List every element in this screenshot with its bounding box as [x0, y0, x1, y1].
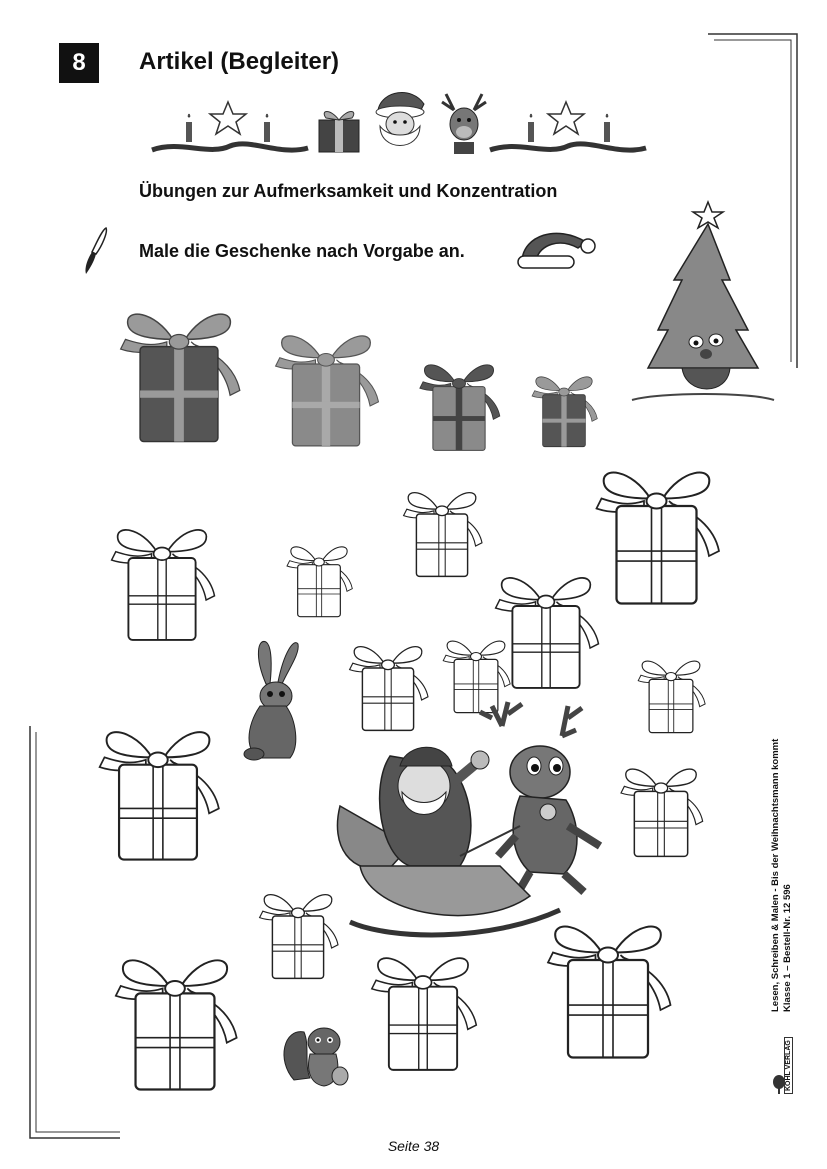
- instruction-text: Male die Geschenke nach Vorgabe an.: [139, 241, 465, 261]
- gift-outline[interactable]: [364, 944, 482, 1072]
- gift-outline[interactable]: [614, 758, 708, 858]
- chapter-number-box: [59, 43, 99, 83]
- publisher-sidebar: [770, 739, 794, 1012]
- present-icon: [316, 106, 362, 154]
- book-title-line: Lesen, Schreiben & Malen - Bis der Weihnachtsmann kommt: [770, 738, 781, 1012]
- chapter-number: 8: [72, 49, 86, 76]
- publisher-logo: [772, 1040, 796, 1094]
- gift-outline[interactable]: [280, 538, 358, 618]
- gift-outline[interactable]: [397, 482, 487, 578]
- section-subtitle: Übungen zur Aufmerksamkeit und Konzentration: [139, 181, 558, 201]
- gift-outline[interactable]: [100, 516, 224, 642]
- example-gift-dark-bow: [410, 354, 508, 452]
- santa-sleigh-icon: [330, 696, 612, 944]
- gift-outline[interactable]: [88, 716, 228, 862]
- gift-outline[interactable]: [632, 652, 710, 734]
- rabbit-icon: [240, 636, 304, 762]
- candle-garland-icon: [150, 100, 310, 164]
- christmas-tree-icon: [630, 200, 778, 406]
- santa-face-icon: [372, 86, 428, 156]
- example-gift-dark: [108, 298, 250, 444]
- squirrel-icon: [280, 1020, 352, 1090]
- publisher-name: KOHL VERLAG: [784, 1037, 793, 1094]
- paintbrush-icon: [82, 226, 110, 276]
- example-gift-mid: [264, 322, 388, 448]
- order-number-line: Klasse 1 – Bestell-Nr. 12 596: [782, 884, 793, 1012]
- example-gift-small-dark: [524, 368, 604, 448]
- page-number: Seite 38: [387, 1138, 440, 1154]
- santa-hat-icon: [516, 222, 598, 272]
- gift-outline[interactable]: [104, 944, 246, 1092]
- reindeer-face-icon: [440, 90, 488, 156]
- page-title: Artikel (Begleiter): [139, 48, 340, 75]
- candle-garland-icon: [488, 100, 648, 164]
